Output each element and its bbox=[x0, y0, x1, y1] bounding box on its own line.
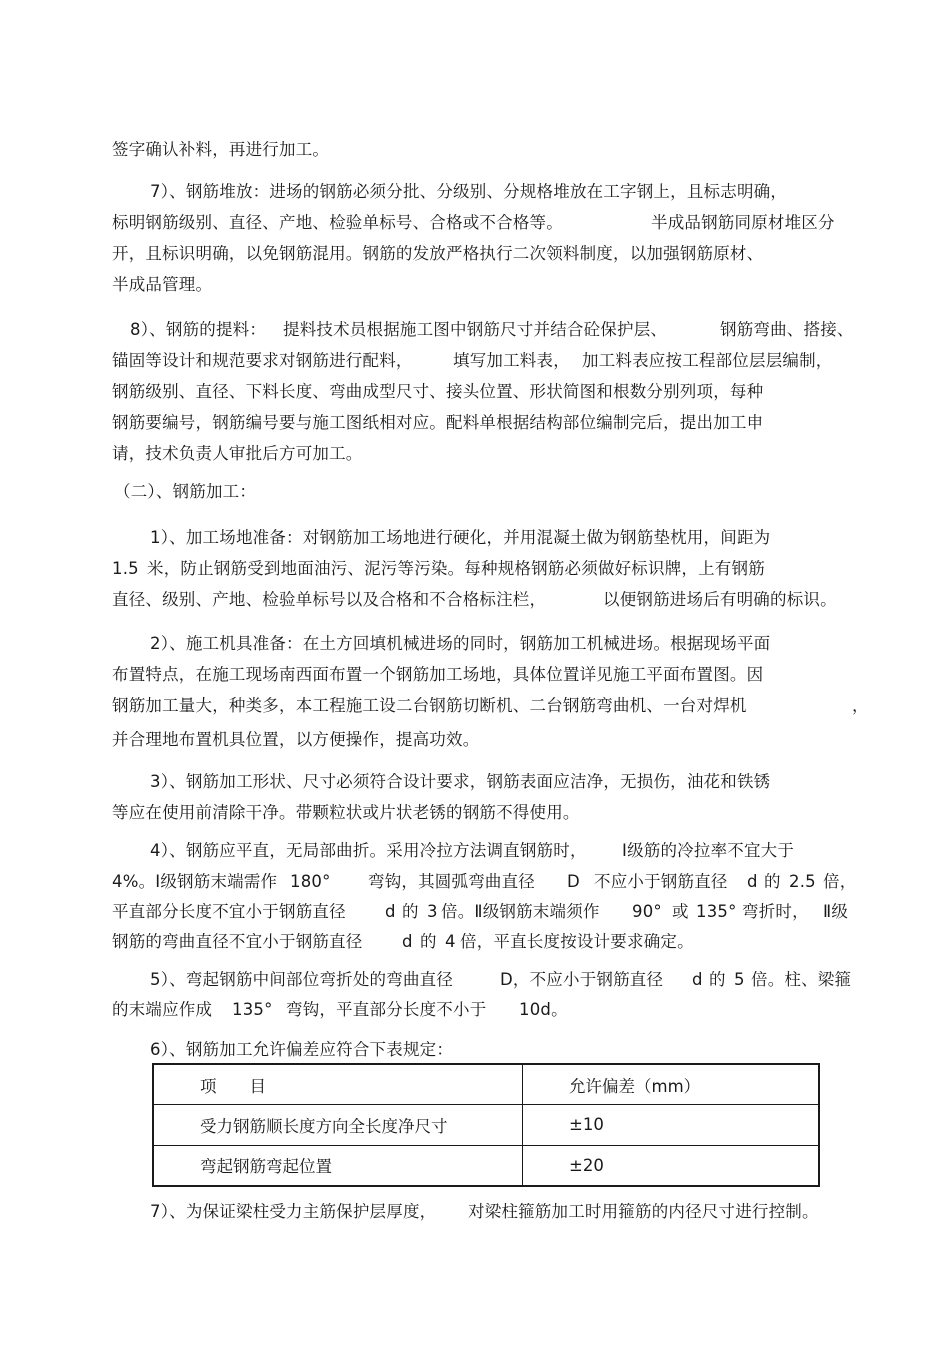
table-cell: ±10 bbox=[523, 1105, 820, 1146]
text-line: 3）、钢筋加工形状、尺寸必须符合设计要求，钢筋表面应洁净，无损伤，油花和铁锈 bbox=[150, 772, 771, 791]
text-line: d bbox=[692, 970, 703, 989]
text-line: 半成品管理。 bbox=[112, 275, 213, 294]
text-line: 平直部分长度不宜小于钢筋直径 bbox=[112, 902, 346, 921]
text-line: D bbox=[567, 872, 580, 891]
text-line: 倍。Ⅱ级钢筋末端须作 bbox=[441, 902, 600, 921]
text-line: 倍，平直长度按设计要求确定。 bbox=[460, 932, 694, 951]
text-line: d bbox=[747, 872, 758, 891]
text-line: 或 bbox=[672, 902, 689, 921]
text-line: 4）、钢筋应平直，无局部曲折。采用冷拉方法调直钢筋时， bbox=[150, 841, 587, 860]
table-cell: ±20 bbox=[523, 1145, 820, 1186]
text-line: 的 bbox=[420, 932, 437, 951]
text-line: 半成品钢筋同原材堆区分 bbox=[651, 213, 835, 232]
text-line: 4 bbox=[445, 932, 456, 951]
text-line: 提料技术员根据施工图中钢筋尺寸并结合砼保护层、 bbox=[283, 320, 668, 339]
table-cell: 弯起钢筋弯起位置 bbox=[153, 1145, 523, 1186]
text-line: 弯钩，平直部分长度不小于 bbox=[286, 1000, 487, 1019]
text-line: 钢筋弯曲、搭接、 bbox=[720, 320, 854, 339]
text-line: 135° bbox=[232, 1000, 273, 1019]
text-line: 钢筋要编号，钢筋编号要与施工图纸相对应。配料单根据结构部位编制完后，提出加工申 bbox=[112, 413, 764, 432]
text-line: 2）、施工机具准备：在土方回填机械进场的同时，钢筋加工机械进场。根据现场平面 bbox=[150, 634, 771, 653]
section-heading: （二）、钢筋加工： bbox=[114, 482, 257, 501]
text-line: 5 bbox=[734, 970, 745, 989]
text-line: 180° bbox=[290, 872, 331, 891]
text-line: 倍。柱、梁箍 bbox=[751, 970, 852, 989]
text-line: Ⅰ级筋的冷拉率不宜大于 bbox=[622, 841, 795, 860]
text-line: 米，防止钢筋受到地面油污、泥污等污染。每种规格钢筋必须做好标识牌，上有钢筋 bbox=[147, 559, 765, 578]
text-line: 10d。 bbox=[519, 1000, 568, 1019]
text-line: 布置特点，在施工现场南西面布置一个钢筋加工场地，具体位置详见施工平面布置图。因 bbox=[112, 665, 764, 684]
text-line: 等应在使用前清除干净。带颗粒状或片状老锈的钢筋不得使用。 bbox=[112, 803, 580, 822]
text-line: 请，技术负责人审批后方可加工。 bbox=[112, 444, 363, 463]
text-line: 弯折时， bbox=[742, 902, 809, 921]
deviation-table bbox=[152, 1063, 820, 1187]
table-header-cell: 项 目 bbox=[153, 1064, 523, 1105]
text-line: d bbox=[402, 932, 413, 951]
text-line: 1）、加工场地准备：对钢筋加工场地进行硬化，并用混凝土做为钢筋垫枕用，间距为 bbox=[150, 528, 771, 547]
text-line: d bbox=[385, 902, 396, 921]
text-line: 开，且标识明确，以免钢筋混用。钢筋的发放严格执行二次领料制度，以加强钢筋原材、 bbox=[112, 244, 764, 263]
table-row bbox=[153, 1145, 819, 1186]
text-line: 倍， bbox=[823, 872, 857, 891]
text-line: 7）、钢筋堆放：进场的钢筋必须分批、分级别、分规格堆放在工字钢上，且标志明确， bbox=[150, 182, 788, 201]
text-line: D，不应小于钢筋直径 bbox=[500, 970, 664, 989]
text-line: 7）、为保证梁柱受力主筋保护层厚度， bbox=[150, 1202, 437, 1221]
text-line: 的 bbox=[764, 872, 781, 891]
text-line: 8）、钢筋的提料： bbox=[130, 320, 267, 339]
text-line: 签字确认补料，再进行加工。 bbox=[112, 140, 330, 159]
text-line: 不应小于钢筋直径 bbox=[594, 872, 728, 891]
text-line: 2.5 bbox=[789, 872, 816, 891]
text-line: 的 bbox=[402, 902, 419, 921]
text-line: 弯钩，其圆弧弯曲直径 bbox=[368, 872, 535, 891]
text-line: 90° bbox=[632, 902, 662, 921]
text-line: 的 bbox=[709, 970, 726, 989]
text-line: 以便钢筋进场后有明确的标识。 bbox=[603, 590, 837, 609]
text-line: 标明钢筋级别、直径、产地、检验单标号、合格或不合格等。 bbox=[112, 213, 563, 232]
text-line: 1.5 bbox=[112, 559, 139, 578]
text-line: 钢筋的弯曲直径不宜小于钢筋直径 bbox=[112, 932, 363, 951]
text-line: ， bbox=[852, 696, 869, 715]
text-line: 直径、级别、产地、检验单标号以及合格和不合格标注栏， bbox=[112, 590, 547, 609]
text-line: 4%。Ⅰ级钢筋末端需作 bbox=[112, 872, 278, 891]
text-line: 6）、钢筋加工允许偏差应符合下表规定： bbox=[150, 1040, 454, 1059]
text-line: 钢筋加工量大，种类多，本工程施工设二台钢筋切断机、二台钢筋弯曲机、一台对焊机 bbox=[112, 696, 747, 715]
text-line: 5）、弯起钢筋中间部位弯折处的弯曲直径 bbox=[150, 970, 454, 989]
text-line: 填写加工料表， bbox=[453, 351, 570, 370]
text-line: 锚固等设计和规范要求对钢筋进行配料， bbox=[112, 351, 413, 370]
text-line: 加工料表应按工程部位层层编制， bbox=[582, 351, 833, 370]
text-line: 的末端应作成 bbox=[112, 1000, 213, 1019]
table-header-row bbox=[153, 1064, 819, 1105]
table-cell: 受力钢筋顺长度方向全长度净尺寸 bbox=[153, 1105, 523, 1146]
text-line: 3 bbox=[427, 902, 438, 921]
text-line: Ⅱ级 bbox=[823, 902, 849, 921]
table-header-cell: 允许偏差（mm） bbox=[523, 1064, 820, 1105]
text-line: 钢筋级别、直径、下料长度、弯曲成型尺寸、接头位置、形状简图和根数分别列项，每种 bbox=[112, 382, 764, 401]
text-line: 并合理地布置机具位置，以方便操作，提高功效。 bbox=[112, 730, 480, 749]
table-row bbox=[153, 1105, 819, 1146]
text-line: 对梁柱箍筋加工时用箍筋的内径尺寸进行控制。 bbox=[468, 1202, 819, 1221]
text-line: 135° bbox=[696, 902, 737, 921]
